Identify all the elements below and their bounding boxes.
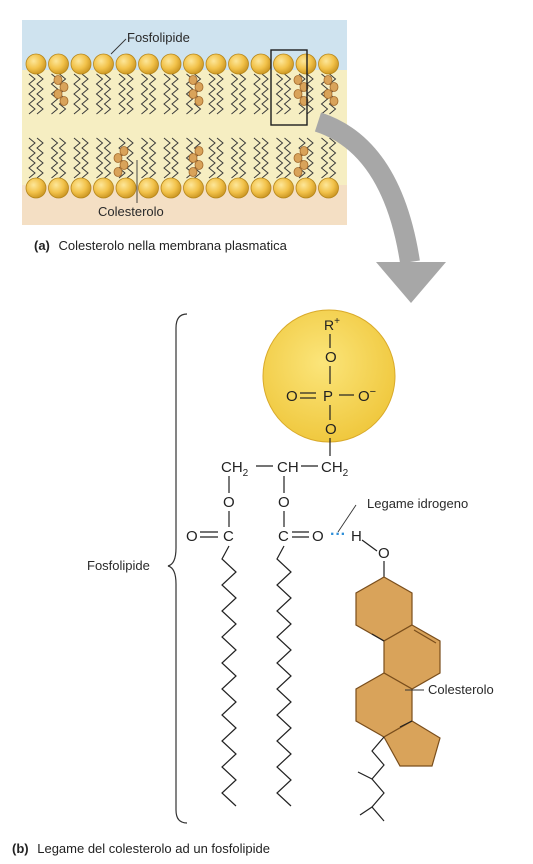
phospholipid-head [139, 178, 159, 198]
phospholipid-head [161, 54, 181, 74]
phosphorus: P [323, 388, 334, 405]
phospholipid-head [251, 178, 271, 198]
phospholipid-head [229, 178, 249, 198]
phospholipid-head [229, 54, 249, 74]
phospholipid-head [274, 178, 294, 198]
ester-groups [186, 494, 390, 577]
phospholipid-head [49, 54, 69, 74]
carbonyl-c-mid: C [278, 528, 289, 545]
cholesterol-structure [356, 577, 494, 821]
phospholipid-head [116, 54, 136, 74]
carbonyl-o-mid: O [312, 528, 324, 545]
phospholipid-head [71, 178, 91, 198]
ch-middle: CH [277, 459, 299, 476]
hydrogen-atom: H [351, 528, 362, 545]
phospholipid-head [49, 178, 69, 198]
caption-a [34, 238, 288, 253]
phospholipid-head [206, 178, 226, 198]
phospholipid-head [139, 54, 159, 74]
ch2-left: $CH_2$ [221, 459, 249, 479]
phospholipid-brace [168, 314, 187, 823]
ch2-right: $CH_2$ [321, 459, 349, 479]
phospholipid-head [274, 54, 294, 74]
glycerol-backbone [221, 459, 349, 493]
fatty-acid-tail-right [277, 546, 291, 806]
label-phospholipid-a: Fosfolipide [127, 30, 190, 45]
caption-a-letter: (a) [34, 238, 50, 253]
fatty-acid-tail-left [222, 546, 236, 806]
phospholipid-head [26, 54, 46, 74]
double-bond-oxygen: O [286, 388, 298, 405]
phospholipid-head [26, 178, 46, 198]
phospholipid-head [296, 54, 316, 74]
phospholipid-head [319, 178, 339, 198]
phospholipid-head [94, 54, 114, 74]
ester-oxygen-bottom: O [325, 421, 337, 438]
phospholipid-head [251, 54, 271, 74]
label-cholesterol-a: Colesterolo [98, 204, 164, 219]
phospholipid-head [184, 54, 204, 74]
caption-b [12, 841, 270, 856]
phospholipid-head [94, 178, 114, 198]
ester-o-mid: O [278, 494, 290, 511]
carbonyl-c-left: C [223, 528, 234, 545]
label-phospholipid-b: Fosfolipide [87, 558, 150, 573]
cholesterol-hydroxyl-o: O [378, 545, 390, 562]
label-hydrogen-bond: Legame idrogeno [367, 496, 469, 511]
caption-a-text: Colesterolo nella membrana plasmatica [58, 238, 287, 253]
ester-o-left: O [223, 494, 235, 511]
phospholipid-head [116, 178, 136, 198]
cholesterol-side-chain [372, 737, 384, 821]
phospholipid-head [206, 54, 226, 74]
phospholipid-head [161, 178, 181, 198]
hydrogen-bond-dots: ··· [330, 526, 346, 543]
carbonyl-o-left: O [186, 528, 198, 545]
panel-a-membrane [22, 20, 347, 225]
r-group-text: R+ [324, 316, 340, 333]
ester-oxygen-top: O [325, 349, 337, 366]
label-cholesterol-b: Colesterolo [428, 682, 494, 697]
phospholipid-head [184, 178, 204, 198]
phospholipid-head [296, 178, 316, 198]
caption-b-letter: (b) [12, 841, 29, 856]
caption-b-text: Legame del colesterolo ad un fosfolipide [37, 841, 270, 856]
charged-oxygen: O− [358, 386, 377, 405]
phospholipid-head [71, 54, 91, 74]
phospholipid-head [319, 54, 339, 74]
